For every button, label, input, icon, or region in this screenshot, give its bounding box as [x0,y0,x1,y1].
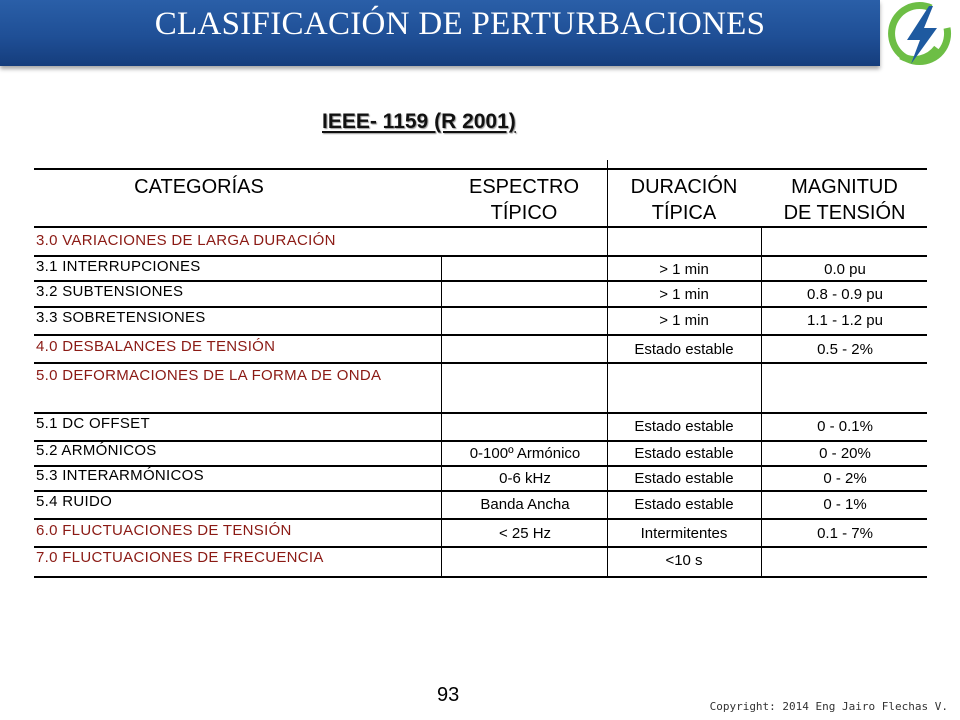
magnitude-cell: 0 - 1% [823,496,867,513]
table-rule [34,280,927,282]
duration-cell: > 1 min [659,286,709,303]
page-number: 93 [437,684,460,706]
category-cell: 5.3 INTERARMÓNICOS [36,467,204,484]
disturbance-table [34,168,927,578]
table-rule [761,226,762,576]
duration-cell: Estado estable [634,445,734,462]
category-cell: 6.0 FLUCTUACIONES DE TENSIÓN [36,522,292,539]
header-spectrum-line1: ESPECTRO [468,176,580,198]
category-cell: 3.1 INTERRUPCIONES [36,258,201,275]
table-rule [34,255,927,257]
table-rule [34,490,927,492]
duration-cell: Estado estable [634,418,734,435]
category-cell: 5.1 DC OFFSET [36,415,150,432]
table-rule [34,226,927,228]
table-rule [34,362,927,364]
table-rule [34,168,927,170]
table-rule [34,576,927,578]
header-category: CATEGORÍAS [134,176,264,198]
page-title: CLASIFICACIÓN DE PERTURBACIONES [154,6,766,42]
standard-label: IEEE- 1159 (R 2001) [322,110,516,133]
table-rule [34,306,927,308]
spectrum-cell: 0-100º Armónico [469,445,581,462]
table-rule [34,412,927,414]
magnitude-cell: 0.8 - 0.9 pu [807,286,883,303]
duration-cell: Estado estable [634,341,734,358]
category-cell: 4.0 DESBALANCES DE TENSIÓN [36,338,276,355]
magnitude-cell: 1.1 - 1.2 pu [807,312,883,329]
table-rule [34,518,927,520]
spectrum-cell: Banda Ancha [480,496,570,513]
category-cell: 3.3 SOBRETENSIONES [36,309,206,326]
magnitude-cell: 0.0 pu [824,261,866,278]
header-duration-line2: TÍPICA [651,202,717,224]
category-cell: 5.4 RUIDO [36,493,113,510]
magnitude-cell: 0 - 0.1% [817,418,873,435]
copyright-notice: Copyright: 2014 Eng Jairo Flechas V. [709,700,948,713]
spectrum-cell: 0-6 kHz [499,470,551,487]
table-rule [441,255,442,576]
duration-cell: <10 s [665,552,703,569]
category-cell: 3.2 SUBTENSIONES [36,283,184,300]
magnitude-cell: 0.1 - 7% [817,525,873,542]
lightning-bolt-logo-icon [887,2,955,68]
header-spectrum-line2: TÍPICO [490,202,558,224]
duration-cell: Estado estable [634,496,734,513]
table-rule [34,546,927,548]
magnitude-cell: 0 - 20% [819,445,871,462]
header-duration-line1: DURACIÓN [630,176,738,198]
duration-cell: > 1 min [659,312,709,329]
header-magnitude-line1: MAGNITUD [791,176,898,198]
header-magnitude-line2: DE TENSIÓN [783,202,906,224]
table-rule [34,334,927,336]
spectrum-cell: < 25 Hz [498,525,552,542]
table-rule [34,440,927,442]
magnitude-cell: 0 - 2% [823,470,867,487]
duration-cell: Intermitentes [640,525,728,542]
category-cell: 3.0 VARIACIONES DE LARGA DURACIÓN [36,232,336,249]
table-rule [607,160,608,576]
duration-cell: Estado estable [634,470,734,487]
category-cell: 5.2 ARMÓNICOS [36,442,157,459]
category-cell: 5.0 DEFORMACIONES DE LA FORMA DE ONDA [36,367,382,384]
duration-cell: > 1 min [659,261,709,278]
magnitude-cell: 0.5 - 2% [817,341,873,358]
category-cell: 7.0 FLUCTUACIONES DE FRECUENCIA [36,549,324,566]
